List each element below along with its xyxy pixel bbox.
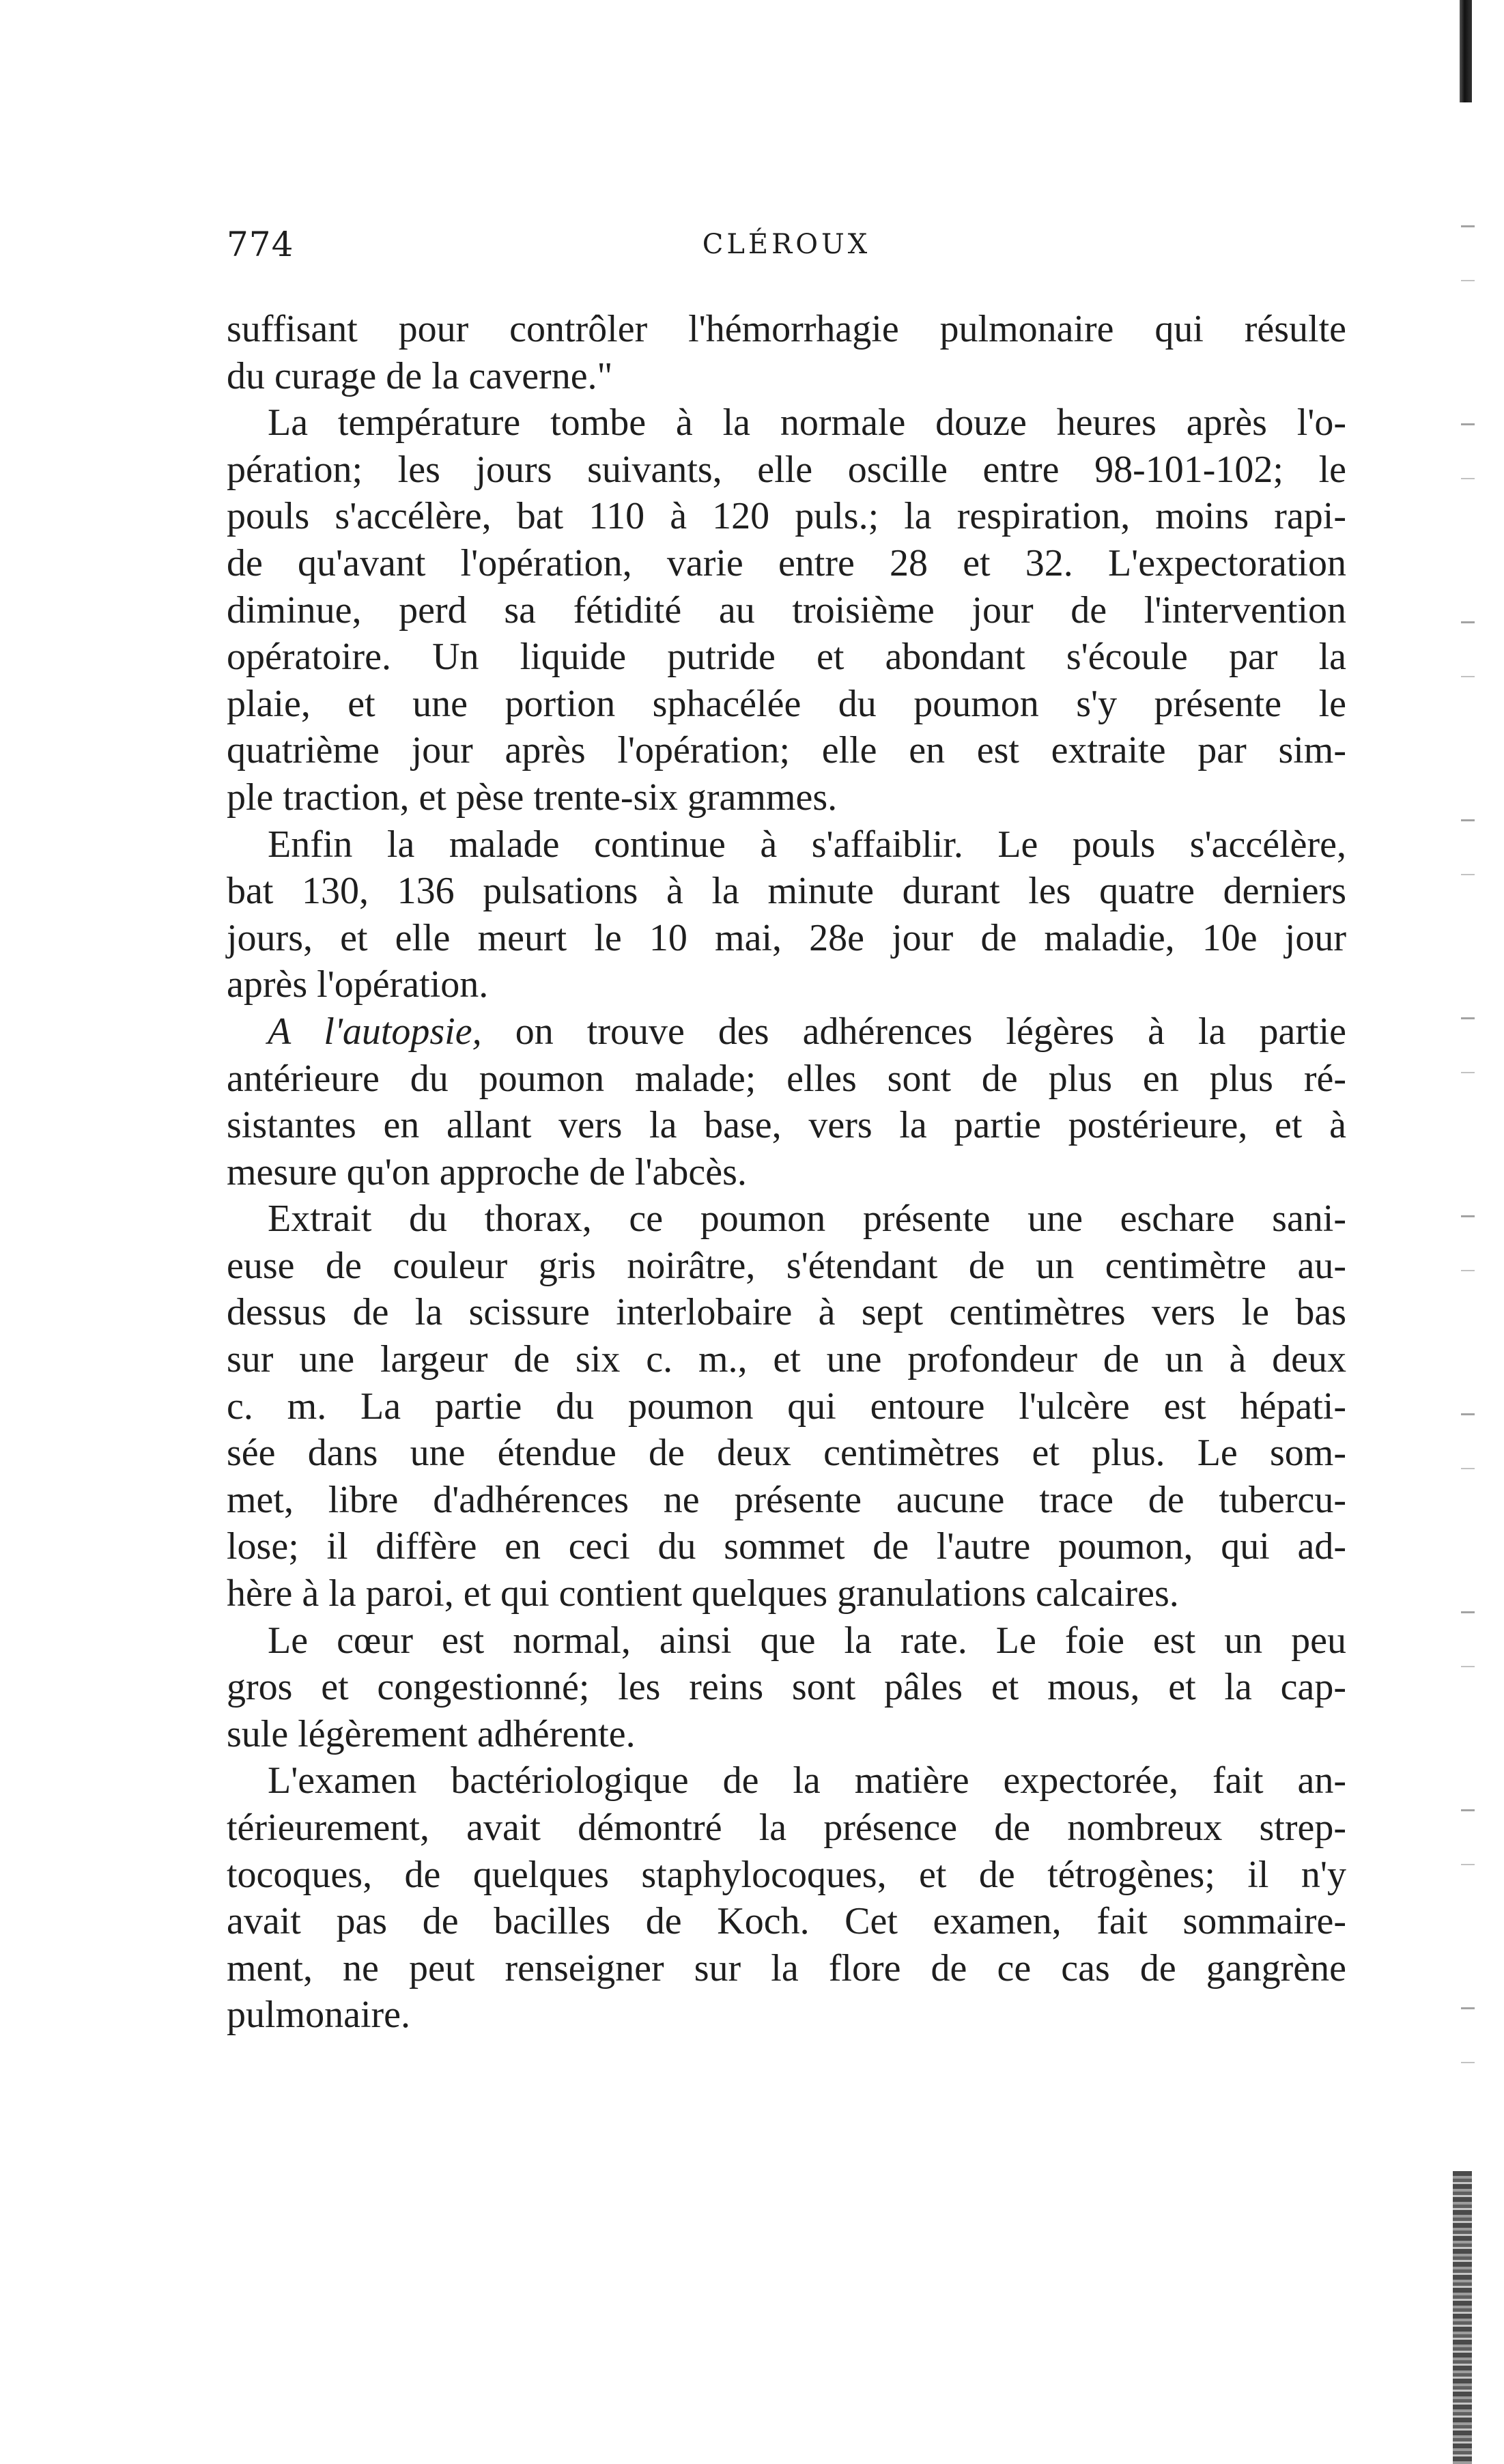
text-line: pération; les jours suivants, elle oscille entre 98-101-102; le	[227, 448, 1346, 491]
scan-edge-specks	[1461, 137, 1475, 2151]
text-line: hère à la paroi, et qui contient quelques granulations calcaires.	[227, 1572, 1179, 1615]
text-line: diminue, perd sa fétidité au troisième jour de l'intervention	[227, 589, 1346, 632]
scan-edge-mark-bottom	[1453, 2171, 1472, 2464]
text-line: gros et congestionné; les reins sont pâles et mous, et la cap-	[227, 1666, 1346, 1709]
text-line: L'examen bactériologique de la matière expectorée, fait an-	[268, 1759, 1346, 1802]
text-line: Le cœur est normal, ainsi que la rate. Le foie est un peu	[268, 1619, 1346, 1662]
text-line: opératoire. Un liquide putride et abondant s'écoule par la	[227, 636, 1346, 679]
text-line: dessus de la scissure interlobaire à sept centimètres vers le bas	[227, 1291, 1346, 1334]
text-line: avait pas de bacilles de Koch. Cet examen, fait sommaire-	[227, 1900, 1346, 1943]
text-line: La température tombe à la normale douze heures après l'o-	[268, 401, 1346, 444]
text-line: sule légèrement adhérente.	[227, 1712, 636, 1755]
text-line: tocoques, de quelques staphylocoques, et de tétrogènes; il n'y	[227, 1853, 1346, 1896]
text-line: suffisant pour contrôler l'hémorrhagie pulmonaire qui résulte	[227, 308, 1346, 350]
text-line: lose; il diffère en ceci du sommet de l'autre poumon, qui ad-	[227, 1525, 1346, 1568]
body-text	[227, 306, 1346, 2039]
text-line: térieurement, avait démontré la présence de nombreux strep-	[227, 1807, 1346, 1849]
scan-edge-mark-top	[1460, 0, 1472, 102]
text-line: quatrième jour après l'opération; elle en est extraite par sim-	[227, 729, 1346, 772]
running-head: CLÉROUX	[702, 229, 871, 260]
text-line: c. m. La partie du poumon qui entoure l'ulcère est hépati-	[227, 1385, 1346, 1428]
text-line: sée dans une étendue de deux centimètres et plus. Le som-	[227, 1432, 1346, 1475]
text-line: ment, ne peut renseigner sur la flore de ce cas de gangrène	[227, 1946, 1346, 1989]
text-line-autopsy	[227, 1008, 1346, 1056]
text-line: Extrait du thorax, ce poumon présente une eschare sani-	[268, 1198, 1346, 1241]
text-line: de qu'avant l'opération, varie entre 28 et 32. L'expectoration	[227, 541, 1346, 584]
text-line: Enfin la malade continue à s'affaiblir. Le pouls s'accélère,	[268, 823, 1346, 866]
text-line: bat 130, 136 pulsations à la minute durant les quatre derniers	[227, 870, 1346, 913]
text-line: sur une largeur de six c. m., et une profondeur de un à deux	[227, 1338, 1346, 1381]
text-line: mesure qu'on approche de l'abcès.	[227, 1150, 747, 1193]
text-line: plaie, et une portion sphacélée du poumon s'y présente le	[227, 682, 1346, 725]
page-header	[227, 217, 1346, 272]
text-line: pulmonaire.	[227, 1994, 411, 2037]
autopsy-line-rest: on trouve des adhérences légères à la partie	[515, 1010, 1347, 1053]
text-line: jours, et elle meurt le 10 mai, 28e jour de maladie, 10e jour	[227, 916, 1346, 959]
text-line: euse de couleur gris noirâtre, s'étendant de un centimètre au-	[227, 1244, 1346, 1287]
text-line: sistantes en allant vers la base, vers la partie postérieure, et à	[227, 1104, 1346, 1147]
text-line: met, libre d'adhérences ne présente aucune trace de tubercu-	[227, 1478, 1346, 1521]
text-line: pouls s'accélère, bat 110 à 120 puls.; la respiration, moins rapi-	[227, 495, 1346, 538]
text-line: antérieure du poumon malade; elles sont de plus en plus ré-	[227, 1057, 1346, 1100]
text-line: après l'opération.	[227, 963, 489, 1006]
page-number: 774	[227, 225, 294, 264]
text-line: du curage de la caverne."	[227, 354, 613, 397]
text-line: ple traction, et pèse trente-six grammes.	[227, 776, 838, 819]
autopsy-lead: A l'autopsie,	[268, 1010, 482, 1053]
